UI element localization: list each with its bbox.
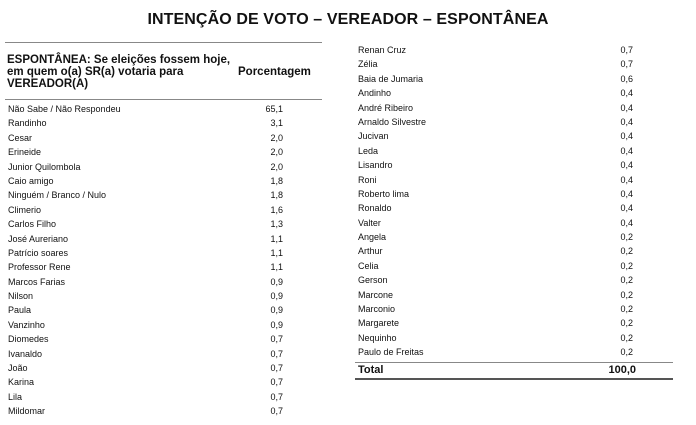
- percentage-value: 0,4: [620, 174, 633, 185]
- candidate-name: Junior Quilombola: [8, 161, 81, 172]
- percentage-value: 0,9: [270, 291, 283, 302]
- total-label: Total: [358, 363, 384, 376]
- table-row: [355, 230, 673, 244]
- table-row: [5, 131, 322, 145]
- percentage-value: 0,4: [620, 217, 633, 228]
- candidate-name: Marcos Farias: [8, 276, 66, 287]
- percentage-value: 1,8: [270, 175, 283, 186]
- percentage-value: 1,3: [270, 219, 283, 230]
- candidate-name: Gerson: [358, 275, 388, 286]
- table-row: [5, 188, 322, 202]
- table-row: [355, 216, 673, 230]
- candidate-name: Arthur: [358, 246, 383, 257]
- candidate-name: Carlos Filho: [8, 219, 57, 230]
- candidate-name: André Ribeiro: [358, 102, 414, 113]
- percentage-value: 0,4: [620, 116, 633, 127]
- table-row: [355, 316, 673, 330]
- percentage-value: 2,0: [270, 132, 283, 143]
- percentage-value: 1,1: [270, 262, 283, 273]
- table-row: [355, 259, 673, 273]
- candidate-name: Não Sabe / Não Respondeu: [8, 104, 121, 114]
- table-row: [5, 375, 322, 389]
- percentage-value: 0,4: [620, 145, 633, 156]
- results-table-right: [355, 43, 673, 380]
- candidate-name: Angela: [358, 232, 387, 243]
- percentage-value: 0,2: [620, 318, 633, 329]
- percentage-value: 65,1: [265, 104, 283, 114]
- table-row: [5, 289, 322, 303]
- candidate-name: Marcone: [358, 289, 394, 300]
- table-row: [355, 273, 673, 287]
- percentage-value: 0,7: [270, 406, 283, 417]
- percentage-value: 0,7: [270, 391, 283, 402]
- candidate-name: Leda: [358, 145, 379, 156]
- percentage-value: 0,7: [270, 334, 283, 345]
- page-title: INTENÇÃO DE VOTO – VEREADOR – ESPONTÂNEA: [147, 11, 549, 28]
- candidate-name: Ninguém / Branco / Nulo: [8, 190, 107, 201]
- table-row: [355, 144, 673, 158]
- candidate-name: Lila: [8, 391, 23, 402]
- results-table-left: [5, 42, 322, 419]
- percentage-value: 0,7: [270, 363, 283, 374]
- candidate-name: Jucivan: [358, 131, 389, 142]
- table-header: [5, 43, 322, 99]
- percentage-value: 1,1: [270, 247, 283, 258]
- table-row: [355, 86, 673, 100]
- candidate-name: Lisandro: [358, 160, 393, 171]
- candidate-name: Celia: [358, 260, 379, 271]
- percentage-value: 0,2: [620, 260, 633, 271]
- table-row: [355, 158, 673, 172]
- percentage-value: 0,4: [620, 102, 633, 113]
- percentage-value: 0,7: [270, 348, 283, 359]
- candidate-name: Roberto lima: [358, 188, 410, 199]
- percentage-value: 0,2: [620, 232, 633, 243]
- table-row: [355, 72, 673, 86]
- candidate-name: Arnaldo Silvestre: [358, 116, 427, 127]
- candidate-name: Cesar: [8, 132, 33, 143]
- table-row: [5, 347, 322, 361]
- candidate-name: Karina: [8, 377, 35, 388]
- table-row: [5, 303, 322, 317]
- percentage-value: 0,7: [620, 59, 633, 70]
- candidate-name: Diomedes: [8, 334, 49, 345]
- candidate-name: Erineide: [8, 147, 42, 158]
- percentage-value: 0,6: [620, 73, 633, 84]
- table-row: [5, 246, 322, 260]
- percentage-value: 0,2: [620, 332, 633, 343]
- percentage-value: 0,2: [620, 289, 633, 300]
- candidate-name: Patrício soares: [8, 247, 69, 258]
- table-row: [5, 174, 322, 188]
- table-row: [5, 332, 322, 346]
- table-row: [355, 302, 673, 316]
- table-row: [5, 260, 322, 274]
- table-row: [5, 145, 322, 159]
- percentage-value: 0,2: [620, 304, 633, 315]
- percentage-value: 1,8: [270, 190, 283, 201]
- total-row: [355, 362, 673, 380]
- table-row: [355, 288, 673, 302]
- percentage-value: 0,9: [270, 305, 283, 316]
- table-row: [5, 232, 322, 246]
- percentage-value: 2,0: [270, 147, 283, 158]
- table-row: [355, 201, 673, 215]
- percentage-value: 0,9: [270, 319, 283, 330]
- candidate-name: Roni: [358, 174, 377, 185]
- candidate-name: Mildomar: [8, 406, 46, 417]
- total-value: 100,0: [608, 363, 636, 376]
- candidate-name: Vanzinho: [8, 319, 45, 330]
- table-row: [5, 318, 322, 332]
- table-row: [355, 345, 673, 359]
- candidate-name: Ronaldo: [358, 203, 392, 214]
- candidate-name: Nequinho: [358, 332, 397, 343]
- candidate-name: Marconio: [358, 304, 396, 315]
- candidate-name: Nilson: [8, 291, 34, 302]
- candidate-name: Randinho: [8, 118, 47, 129]
- percentage-value: 0,2: [620, 275, 633, 286]
- candidate-name: Zélia: [358, 59, 378, 70]
- table-row: [5, 116, 322, 130]
- candidate-name: José Aureriano: [8, 233, 69, 244]
- candidate-name: Caio amigo: [8, 175, 54, 186]
- table-row: [5, 160, 322, 174]
- percentage-value: 2,0: [270, 161, 283, 172]
- table-row: [5, 404, 322, 418]
- table-row: [355, 57, 673, 71]
- percentage-value: 0,4: [620, 88, 633, 99]
- percentage-value: 0,4: [620, 160, 633, 171]
- candidate-name: Renan Cruz: [358, 45, 407, 55]
- percentage-value: 0,4: [620, 203, 633, 214]
- percentage-value: 0,4: [620, 188, 633, 199]
- table-row: [5, 361, 322, 375]
- percentage-value: 0,7: [270, 377, 283, 388]
- table-row: [355, 173, 673, 187]
- table-row: [5, 102, 322, 116]
- candidate-name: Baia de Jumaria: [358, 73, 424, 84]
- table-row: [5, 217, 322, 231]
- candidate-name: Margarete: [358, 318, 400, 329]
- percentage-value: 3,1: [270, 118, 283, 129]
- candidate-name: Andinho: [358, 88, 392, 99]
- question-header: ESPONTÂNEA: Se eleições fossem hoje, em quem o(a) SR(a) votaria para VEREADOR(A): [7, 54, 231, 90]
- candidate-name: Paulo de Freitas: [358, 347, 424, 358]
- candidate-name: João: [8, 363, 28, 374]
- candidate-name: Paula: [8, 305, 32, 316]
- percentage-value: 1,6: [270, 204, 283, 215]
- percentage-value: 0,4: [620, 131, 633, 142]
- table-row: [355, 101, 673, 115]
- percentage-value: 1,1: [270, 233, 283, 244]
- table-row: [5, 203, 322, 217]
- table-row: [355, 129, 673, 143]
- table-body: [5, 100, 322, 419]
- table-row: [5, 390, 322, 404]
- percentage-header: Porcentagem: [238, 66, 311, 78]
- candidate-name: Climerio: [8, 204, 42, 215]
- table-body: [355, 43, 673, 360]
- candidate-name: Valter: [358, 217, 381, 228]
- table-row: [5, 275, 322, 289]
- table-row: [355, 244, 673, 258]
- table-row: [355, 115, 673, 129]
- percentage-value: 0,9: [270, 276, 283, 287]
- table-row: [355, 43, 673, 57]
- percentage-value: 0,2: [620, 246, 633, 257]
- percentage-value: 0,2: [620, 347, 633, 358]
- table-row: [355, 187, 673, 201]
- percentage-value: 0,7: [620, 45, 633, 55]
- candidate-name: Ivanaldo: [8, 348, 43, 359]
- candidate-name: Professor Rene: [8, 262, 71, 273]
- table-row: [355, 331, 673, 345]
